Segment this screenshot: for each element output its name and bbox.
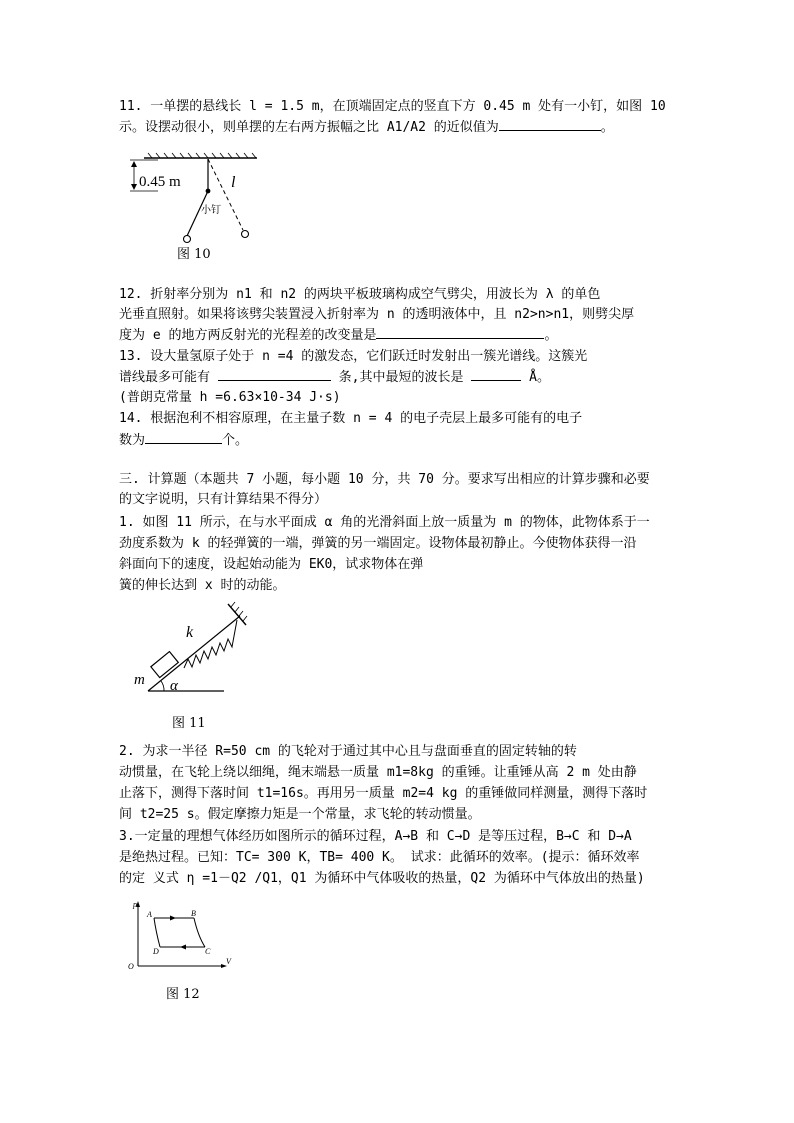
q13-lines-blank	[218, 368, 331, 381]
section3-line2: 的文字说明，只有计算结果不得分）	[119, 492, 328, 507]
angle-label: α	[170, 678, 178, 694]
m-label: m	[134, 672, 145, 688]
q12-answer-blank	[376, 326, 544, 339]
q13-line1: 13. 设大量氢原子处于 n =4 的激发态，它们跃迁时发射出一簇光谱线。这簇光	[119, 349, 588, 364]
long-string-dashed	[208, 159, 243, 230]
q14-text-a: 数为	[119, 433, 146, 448]
q11-line1: 11. 一单摆的悬线长 l = 1.5 m，在顶端固定点的竖直下方 0.45 m 处有一小钉，如图 10	[119, 99, 666, 114]
point-d-label: D	[153, 947, 159, 956]
k-label: k	[186, 624, 194, 641]
c3-line2: 是绝热过程。已知：TC= 300 K，TB= 400 K。 试求：此循环的效率。(提示：循环效率	[119, 850, 640, 865]
c2-line3: 止落下，测得下落时间 t1=16s。再用另一质量 m2=4 kg 的重锤做同样测量，测得下落时	[119, 786, 648, 801]
c3-line1: 3.一定量的理想气体经历如图所示的循环过程，A→B 和 C→D 是等压过程，B→C 和 D→A	[119, 829, 632, 844]
section3-line1: 三. 计算题（本题共 7 小题，每小题 10 分，共 70 分。要求写出相应的计算步骤和必要	[119, 472, 650, 487]
c1-line4: 簧的伸长达到 x 时的动能。	[119, 578, 286, 593]
c2-line4: 间 t2=25 s。假定摩擦力矩是一个常量，求飞轮的转动惯量。	[119, 807, 481, 822]
q13-text-b: 条,其中最短的波长是	[338, 370, 464, 385]
c1-line2: 劲度系数为 k 的轻弹簧的一端，弹簧的另一端固定。设物体最初静止。今使物体获得一沿	[119, 536, 637, 551]
q13-wavelength-blank	[471, 368, 521, 381]
figure-12-pv-diagram	[124, 898, 236, 976]
q12-text: 度为 e 的地方两反射光的光程差的改变量是	[119, 328, 377, 343]
q11-answer-blank	[499, 118, 601, 131]
path-da	[154, 918, 160, 947]
q12-end: 。	[544, 328, 558, 343]
q13-line3: (普朗克常量 h =6.63×10-34 J·s)	[119, 390, 341, 405]
q12-line3	[119, 326, 558, 345]
dim-arrow-down	[131, 184, 137, 190]
left-bob	[184, 236, 191, 243]
q13-text-c: Å。	[529, 370, 550, 385]
point-b-label: B	[191, 909, 196, 918]
q13-text-a: 谱线最多可能有	[119, 370, 211, 385]
q14-text-b: 个。	[222, 433, 249, 448]
c3-line3: 的定 义式 η =1－Q2 /Q1，Q1 为循环中气体吸收的热量，Q2 为循环中气体放出的热量)	[119, 871, 645, 886]
q11-end: 。	[600, 120, 614, 135]
dim-label: 0.45 m	[139, 174, 181, 190]
p-axis-label: p	[133, 900, 137, 909]
path-bc	[194, 918, 205, 947]
q11-line2	[119, 118, 614, 137]
nail-label: 小钉	[201, 205, 221, 216]
c2-line2: 动惯量，在飞轮上绕以细绳，绳末端悬一质量 m1=8kg 的重锤。让重锤从高 2 m 处由静	[119, 765, 637, 780]
c2-line1: 2. 为求一半径 R=50 cm 的飞轮对于通过其中心且与盘面垂直的固定转轴的转	[119, 744, 577, 759]
q12-line2: 光垂直照射。如果将该劈尖装置浸入折射率为 n 的透明液体中，且 n2>n>n1，则劈尖厚	[119, 307, 635, 322]
length-label: l	[231, 174, 236, 191]
point-a-label: A	[147, 910, 152, 919]
c1-line3: 斜面向下的速度，设起始动能为 EK0，试求物体在弹	[119, 557, 424, 572]
arrow-ab	[170, 916, 176, 921]
q14-answer-blank	[145, 431, 222, 444]
figure-10-caption: 图 10	[177, 247, 211, 262]
incline-line	[148, 616, 240, 691]
q14-line2	[119, 431, 248, 450]
q14-line1: 14. 根据泡利不相容原理，在主量子数 n = 4 的电子壳层上最多可能有的电子	[119, 411, 583, 426]
origin-label: O	[128, 962, 134, 971]
q11-text: 示。设摆动很小，则单摆的左右两方振幅之比 A1/A2 的近似值为	[119, 120, 499, 135]
q13-line2	[119, 368, 550, 387]
figure-11-caption: 图 11	[172, 716, 206, 731]
c1-line1: 1. 如图 11 所示，在与水平面成 α 角的光滑斜面上放一质量为 m 的物体，此物体系于一	[119, 515, 650, 530]
v-axis-label: V	[226, 957, 231, 966]
arrow-cd	[180, 945, 186, 950]
figure-11-incline	[128, 598, 258, 702]
angle-arc	[161, 681, 164, 691]
right-bob	[242, 231, 249, 238]
mass-block	[151, 652, 178, 678]
wall-hatch	[231, 602, 247, 621]
point-c-label: C	[205, 947, 211, 956]
figure-12-caption: 图 12	[166, 987, 200, 1002]
dim-arrow-up	[131, 161, 137, 167]
q12-line1: 12. 折射率分别为 n1 和 n2 的两块平板玻璃构成空气劈尖，用波长为 λ 的单色	[119, 287, 601, 302]
figure-10-pendulum	[122, 150, 267, 250]
